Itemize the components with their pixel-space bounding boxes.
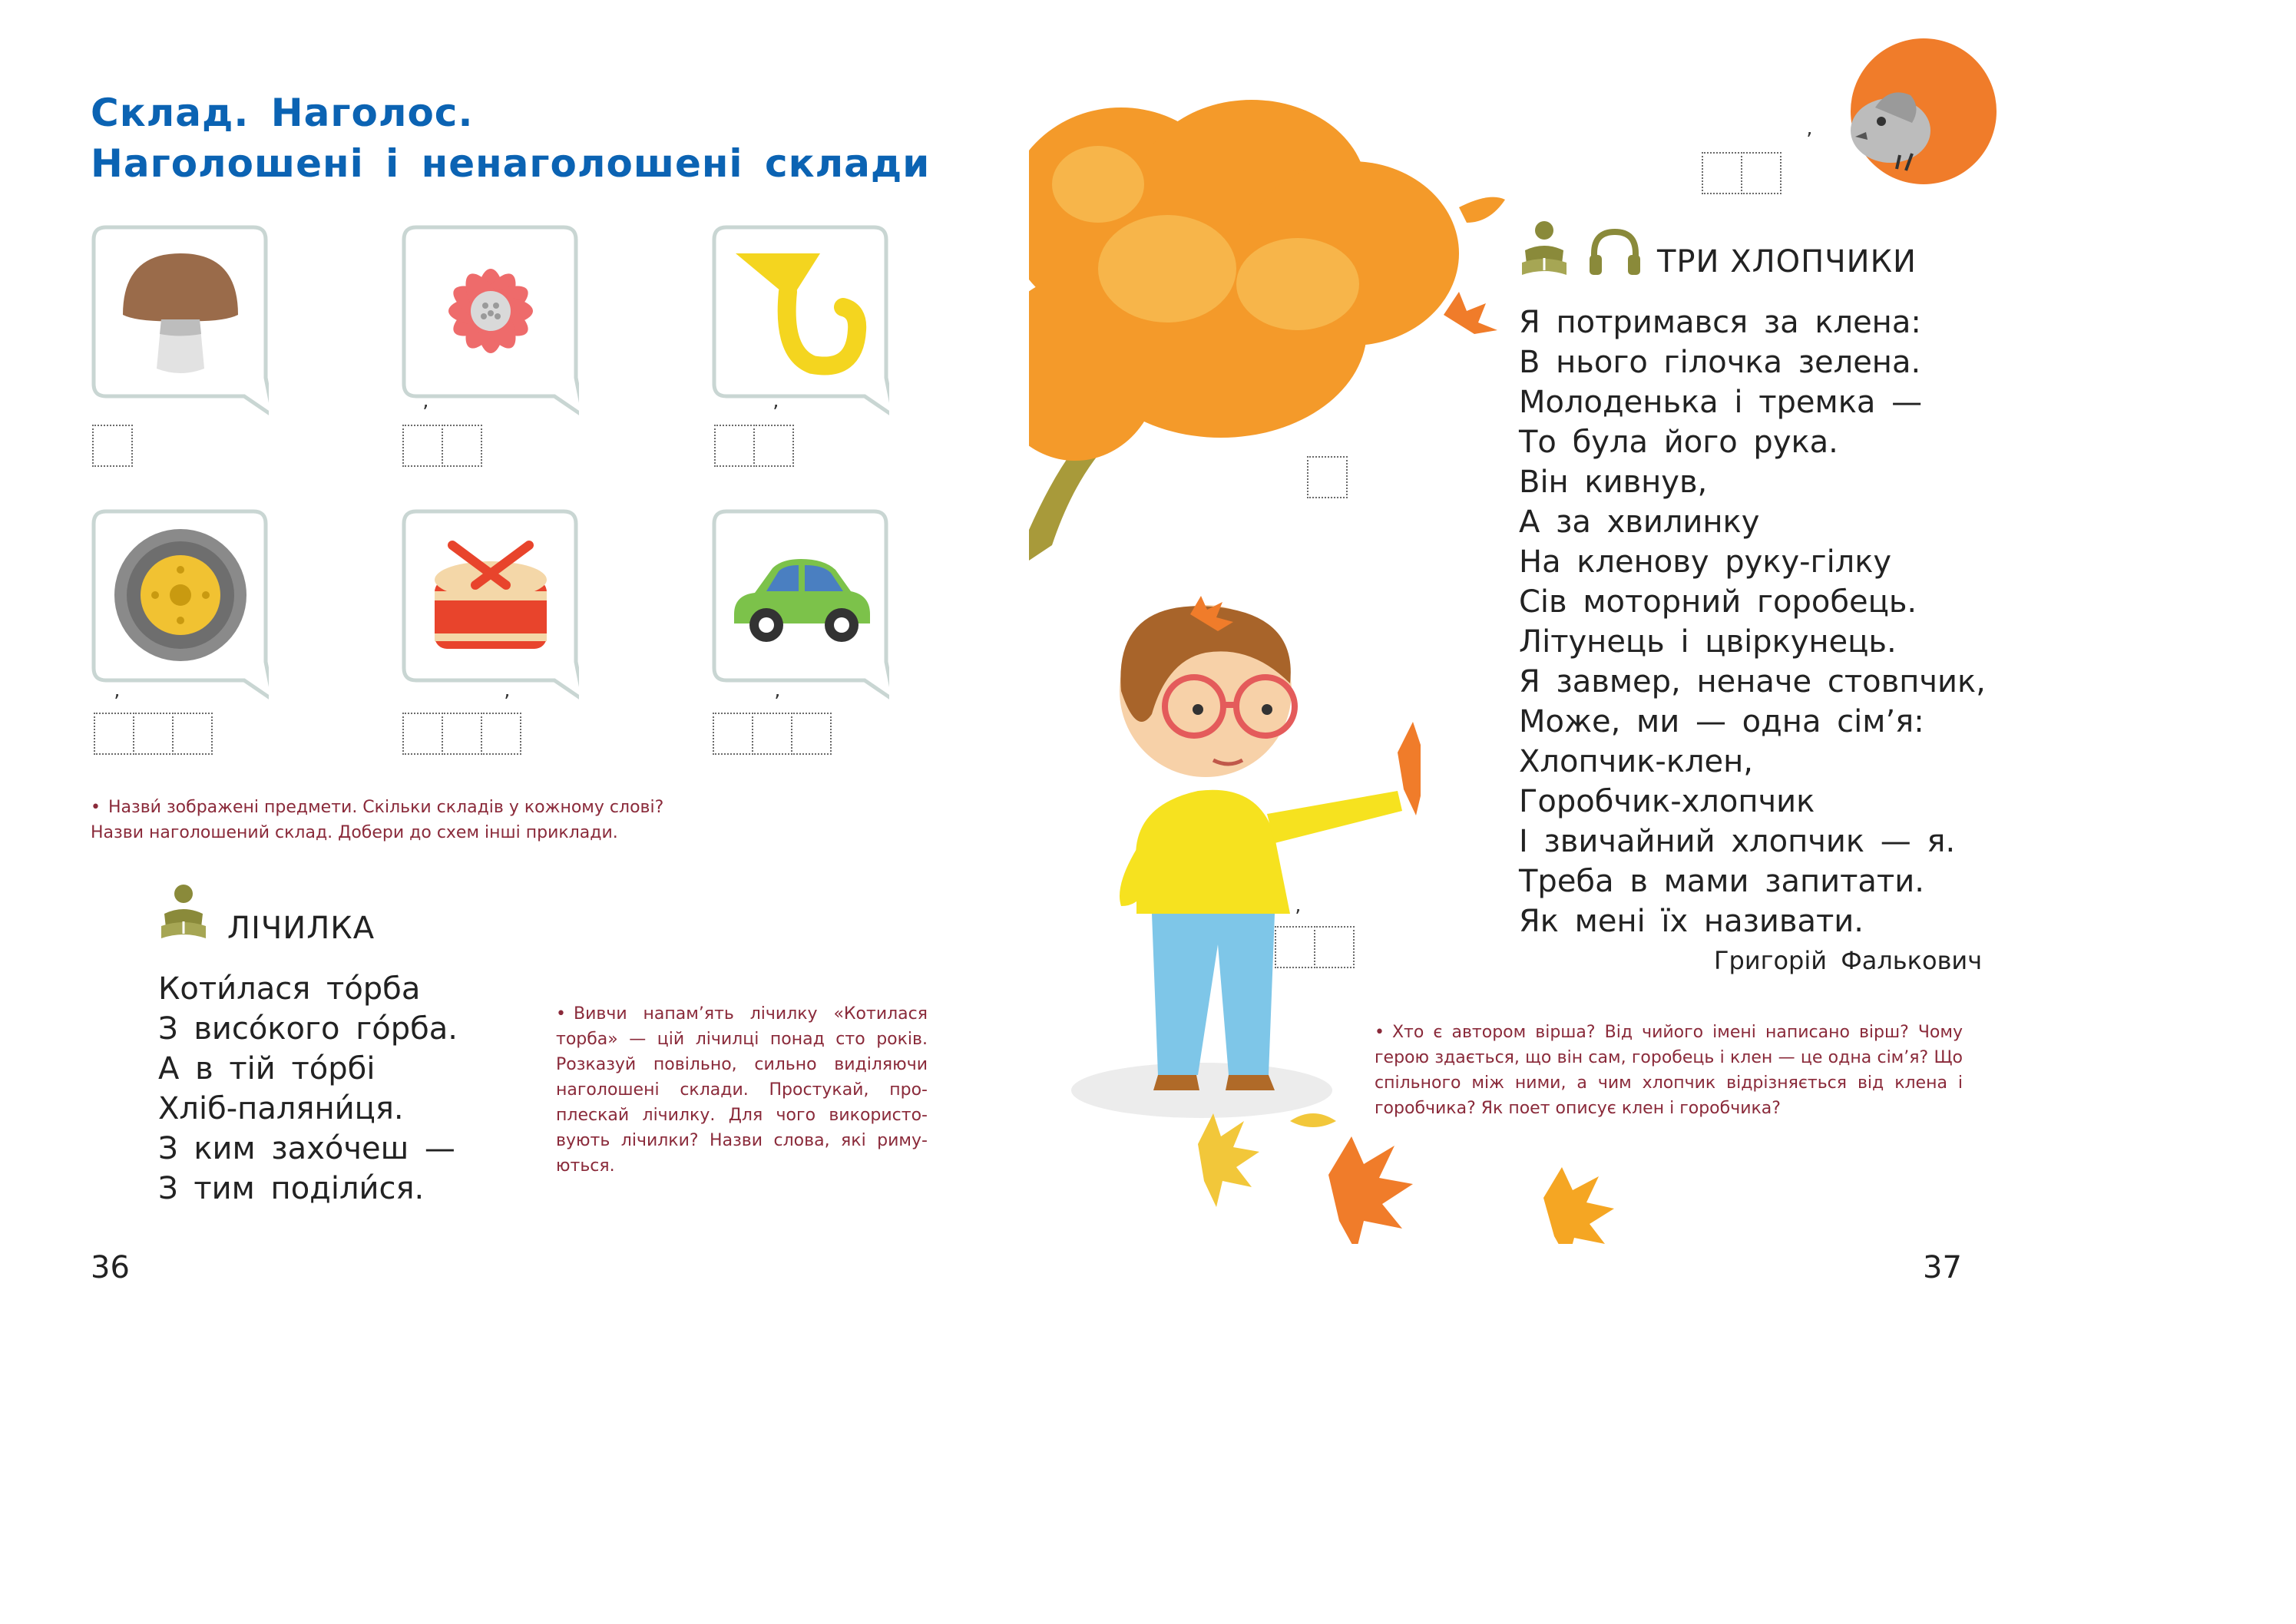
stress-mark-2: ʼ xyxy=(422,402,429,425)
picture-card-wheel xyxy=(91,508,269,702)
syllable-schema-bird xyxy=(1702,152,1782,194)
flower-icon xyxy=(418,238,564,384)
task-note: • Назви́ зображені предмети. Скільки складів у кожному слові? Назви наголошений склад. Добери до схем інші приклади. xyxy=(91,798,664,842)
counting-rhyme-heading: ЛІЧИЛКА xyxy=(227,911,375,946)
picture-card-drum xyxy=(401,508,579,702)
questions-note: • Хто є автором вірша? Від чийого імені написано вірш? Чому герою здається, що він сам, горобець і клен — це одна сім’я? Що спільного між ними, а чим хлопчик відрізняється від клена і горобчика? Як поет описує клен і горобчика? xyxy=(1375,1023,1963,1118)
stress-mark-6: ʼ xyxy=(774,691,781,714)
wheel-icon xyxy=(108,522,253,668)
horn-icon xyxy=(728,238,874,384)
syllable-schema-boy xyxy=(1275,926,1355,968)
bird-icon xyxy=(1835,38,1997,192)
car-icon xyxy=(728,522,874,668)
counting-rhyme-note: • Вивчи напам’ять лічилку «Котилася торба» — цій лічилці понад сто років. Розказуй повільно, сильно виділяючи наголошені склади. Простукай, проплескай лічилку. Для чого використовують лічилки? Назви слова, які римуються. xyxy=(556,1004,928,1176)
syllable-schema-5 xyxy=(402,713,521,755)
poem-heading: ТРИ ХЛОПЧИКИ xyxy=(1657,244,1917,279)
poem-author: Григорій Фалькович xyxy=(1714,946,1983,975)
headphones-icon xyxy=(1586,227,1643,276)
maple-tree-illustration xyxy=(1029,100,1520,561)
picture-card-flower xyxy=(401,224,579,418)
stress-mark-4: ʼ xyxy=(114,691,121,714)
poem-text: Я потримався за клена: В нього гілочка зелена. Молоденька і тремка — То була його рука. Він кивнув, А за хвилинку На кленову руку-гілку Сів моторний горобець. Літунець і цвіркунець. Я завмер, неначе стовпчик, Може, ми — одна сім’я: Хлопчик-клен, Горобчик-хлопчик І звичайний хлопчик — я. Треба в мами запитати. Як мені їх називати. xyxy=(1519,305,1986,939)
counting-rhyme-text: Коти́лася то́рба З висо́кого го́рба. А в тій то́рбі Хліб-паляни́ця. З ким захо́чеш — З тим поділи́ся. xyxy=(158,971,458,1206)
picture-card-car xyxy=(711,508,889,702)
stress-mark-5: ʼ xyxy=(504,691,511,714)
drum-icon xyxy=(418,522,564,668)
syllable-schema-6 xyxy=(713,713,832,755)
mushroom-icon xyxy=(108,238,253,384)
page-title-line1: Склад. Наголос. xyxy=(91,91,474,135)
stress-mark-bird: ʼ xyxy=(1806,129,1813,152)
syllable-schema-2 xyxy=(402,425,482,467)
stress-mark-boy: ʼ xyxy=(1295,906,1302,929)
syllable-schema-tree xyxy=(1307,456,1348,498)
syllable-schema-1 xyxy=(92,425,133,467)
page-number-right: 37 xyxy=(1923,1250,1962,1285)
reader-icon xyxy=(1517,220,1571,278)
picture-card-horn xyxy=(711,224,889,418)
stress-mark-3: ʼ xyxy=(773,402,779,425)
picture-card-mushroom xyxy=(91,224,269,418)
page-number-left: 36 xyxy=(91,1250,130,1285)
reader-icon xyxy=(157,883,210,941)
syllable-schema-4 xyxy=(94,713,213,755)
page-title-line2: Наголошені і ненаголошені склади xyxy=(91,141,931,186)
syllable-schema-3 xyxy=(714,425,794,467)
